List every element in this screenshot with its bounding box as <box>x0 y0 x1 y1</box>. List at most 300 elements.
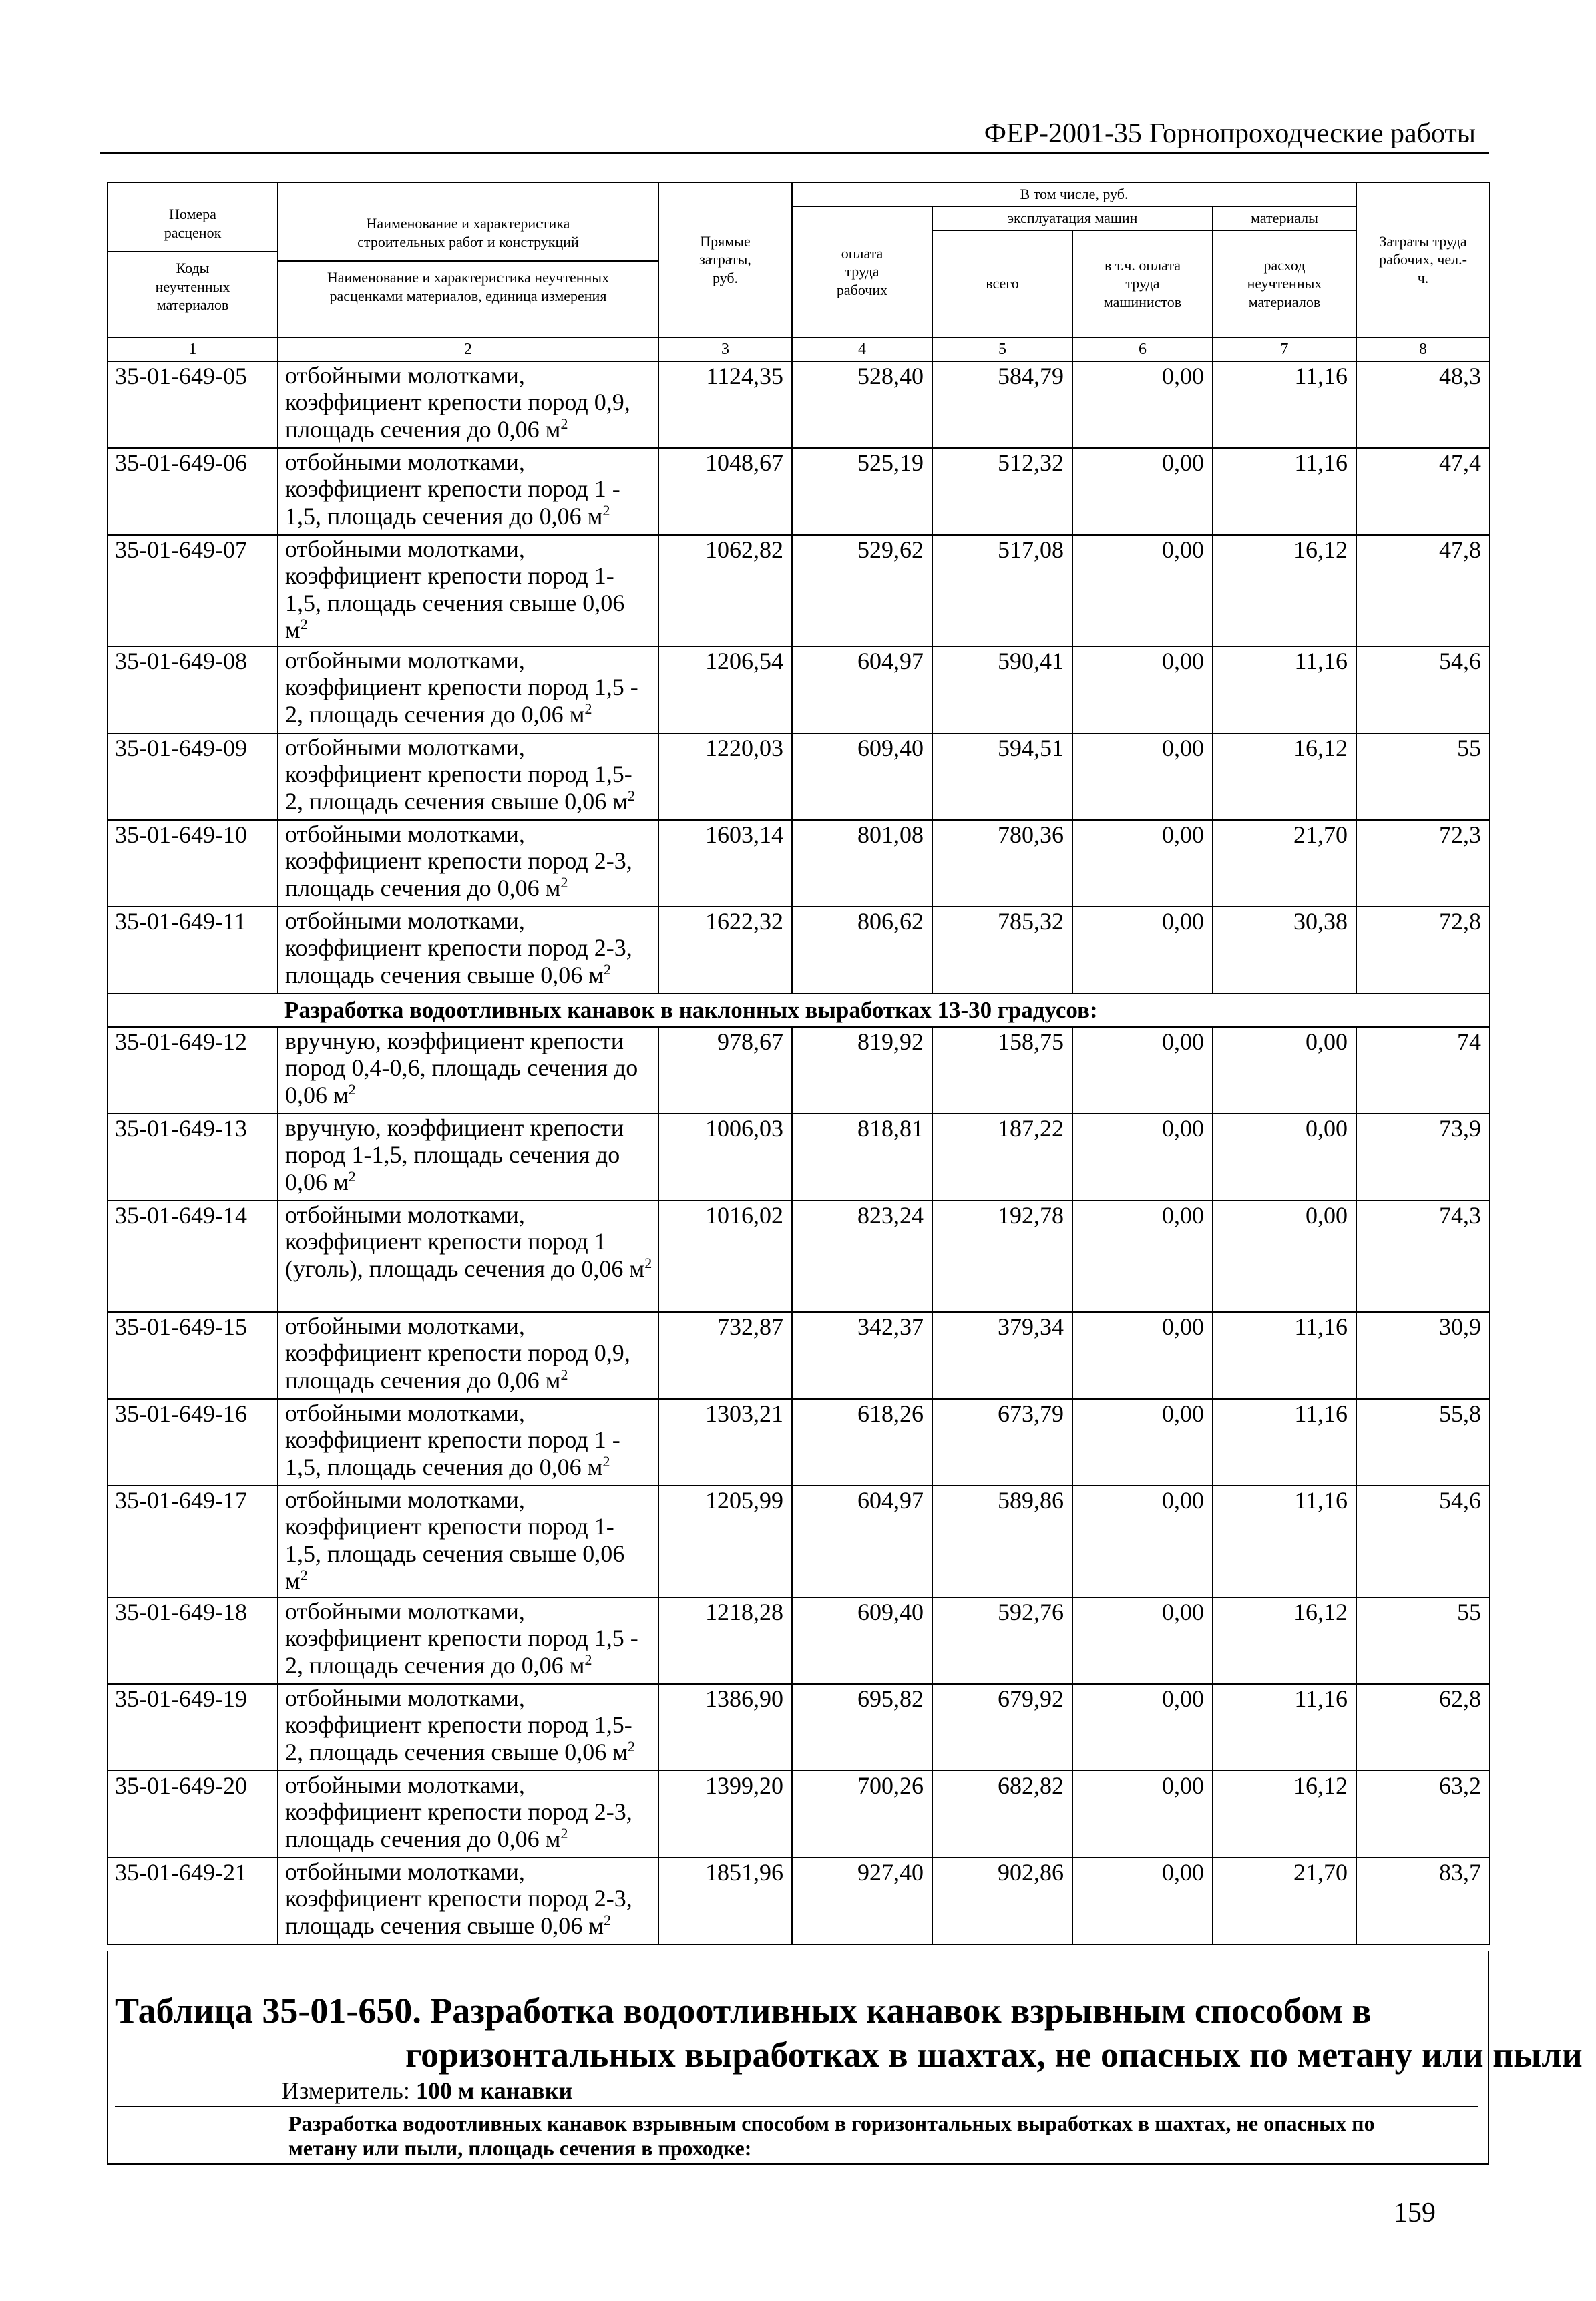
rate-code-text: 35-01-649-18 <box>115 1599 247 1625</box>
machine-costs-text: 780,36 <box>998 821 1064 848</box>
table-section <box>108 994 1490 1027</box>
header-direct-costs: Прямые затраты, руб. <box>658 182 792 337</box>
machinist-wages-text: 0,00 <box>1162 735 1204 761</box>
direct-costs-text: 1062,82 <box>705 536 783 563</box>
rate-code <box>108 1597 278 1684</box>
worker-wages-text: 609,40 <box>857 1599 924 1625</box>
worker-wages-text: 525,19 <box>857 449 924 476</box>
table-row <box>108 1399 1490 1486</box>
direct-costs <box>658 1684 792 1771</box>
rate-description-text: отбойными молотками, коэффициент крепости пород 2-3, площадь сечения до 0,06 м <box>285 1771 632 1852</box>
rate-code-text: 35-01-649-09 <box>115 735 247 761</box>
machine-costs-text: 589,86 <box>998 1487 1064 1514</box>
machine-costs-text: 673,79 <box>998 1400 1064 1427</box>
labor-costs-text: 73,9 <box>1439 1115 1482 1142</box>
table-row <box>108 646 1490 733</box>
machine-costs <box>932 448 1072 535</box>
material-costs-text: 0,00 <box>1306 1115 1348 1142</box>
machinist-wages-text: 0,00 <box>1162 1115 1204 1142</box>
direct-costs-text: 1016,02 <box>705 1202 783 1229</box>
unit-superscript: 2 <box>602 501 610 519</box>
material-costs-text: 16,12 <box>1293 735 1348 761</box>
rate-description-text: отбойными молотками, коэффициент крепости пород 1,5- 2, площадь сечения свыше 0,06 м <box>285 734 632 815</box>
machine-costs <box>932 646 1072 733</box>
rate-description <box>278 1201 658 1312</box>
worker-wages <box>792 1858 932 1944</box>
unit-superscript: 2 <box>627 787 635 804</box>
rate-code-text: 35-01-649-17 <box>115 1487 247 1514</box>
worker-wages-text: 818,81 <box>857 1115 924 1142</box>
direct-costs <box>658 361 792 448</box>
labor-costs <box>1356 1597 1490 1684</box>
labor-costs <box>1356 361 1490 448</box>
rate-description <box>278 361 658 448</box>
rate-code <box>108 1684 278 1771</box>
direct-costs-text: 1124,35 <box>706 363 783 389</box>
machine-costs-text: 158,75 <box>998 1028 1064 1055</box>
worker-wages-text: 342,37 <box>857 1313 924 1340</box>
meter-value: 100 м канавки <box>415 2077 573 2104</box>
machine-costs-text: 679,92 <box>998 1685 1064 1712</box>
material-costs <box>1213 907 1356 994</box>
header-work-name: Наименование и характеристика строительных работ и конструкций <box>357 215 579 250</box>
labor-costs-text: 83,7 <box>1439 1859 1482 1886</box>
worker-wages <box>792 361 932 448</box>
unit-superscript: 2 <box>584 1651 592 1668</box>
table-row <box>108 1597 1490 1684</box>
material-costs <box>1213 1771 1356 1858</box>
machinist-wages <box>1072 733 1213 820</box>
machine-costs-text: 590,41 <box>998 648 1064 674</box>
material-costs-text: 11,16 <box>1294 1313 1348 1340</box>
direct-costs <box>658 1201 792 1312</box>
table-row <box>108 820 1490 907</box>
direct-costs <box>658 1597 792 1684</box>
unit-superscript: 2 <box>603 960 611 978</box>
labor-costs-text: 55 <box>1457 1599 1482 1625</box>
machine-costs <box>932 1684 1072 1771</box>
material-costs <box>1213 361 1356 448</box>
rate-code <box>108 1312 278 1399</box>
table-row <box>108 361 1490 448</box>
machinist-wages-text: 0,00 <box>1162 1685 1204 1712</box>
rate-code <box>108 820 278 907</box>
unit-superscript: 2 <box>584 700 592 717</box>
rate-description <box>278 1312 658 1399</box>
worker-wages-text: 695,82 <box>857 1685 924 1712</box>
table-row <box>108 1684 1490 1771</box>
unit-superscript: 2 <box>560 1824 568 1842</box>
machinist-wages <box>1072 1312 1213 1399</box>
worker-wages <box>792 448 932 535</box>
rate-code-text: 35-01-649-20 <box>115 1772 247 1799</box>
machine-costs <box>932 1114 1072 1201</box>
machine-costs <box>932 535 1072 646</box>
worker-wages <box>792 907 932 994</box>
table-650-title-line1: Таблица 35-01-650. Разработка водоотливных канавок взрывным способом в <box>115 1991 1372 2031</box>
worker-wages <box>792 1312 932 1399</box>
material-costs <box>1213 1027 1356 1114</box>
rate-description <box>278 1027 658 1114</box>
material-costs-text: 30,38 <box>1293 908 1348 935</box>
worker-wages <box>792 1027 932 1114</box>
header-machinist-wages: в т.ч. оплата труда машинистов <box>1072 230 1213 337</box>
direct-costs <box>658 1486 792 1597</box>
direct-costs <box>658 448 792 535</box>
header-machines: эксплуатация машин <box>932 206 1213 230</box>
column-number: 8 <box>1356 337 1490 361</box>
rate-code <box>108 1771 278 1858</box>
table-650-title-line2: горизонтальных выработках в шахтах, не опасных по метану или пыли <box>405 2035 1583 2075</box>
machine-costs <box>932 1597 1072 1684</box>
worker-wages-text: 609,40 <box>857 735 924 761</box>
direct-costs <box>658 1858 792 1944</box>
direct-costs <box>658 1399 792 1486</box>
worker-wages-text: 604,97 <box>857 1487 924 1514</box>
worker-wages <box>792 733 932 820</box>
direct-costs-text: 1218,28 <box>705 1599 783 1625</box>
labor-costs <box>1356 1399 1490 1486</box>
table-row <box>108 1312 1490 1399</box>
header-machines-total: всего <box>932 230 1072 337</box>
machinist-wages-text: 0,00 <box>1162 363 1204 389</box>
labor-costs <box>1356 1858 1490 1944</box>
direct-costs-text: 1386,90 <box>705 1685 783 1712</box>
rate-description <box>278 1684 658 1771</box>
header-materials: материалы <box>1213 206 1356 230</box>
direct-costs <box>658 1771 792 1858</box>
unit-superscript: 2 <box>560 1366 568 1383</box>
page-header <box>100 112 1489 154</box>
material-costs <box>1213 646 1356 733</box>
machine-costs-text: 594,51 <box>998 735 1064 761</box>
material-costs <box>1213 1597 1356 1684</box>
labor-costs-text: 74,3 <box>1439 1202 1482 1229</box>
labor-costs <box>1356 646 1490 733</box>
table-row <box>108 1027 1490 1114</box>
table-650-block <box>107 1951 1583 2165</box>
machine-costs <box>932 1201 1072 1312</box>
machinist-wages-text: 0,00 <box>1162 821 1204 848</box>
material-costs <box>1213 1684 1356 1771</box>
rate-description-text: отбойными молотками, коэффициент крепости пород 2-3, площадь сечения до 0,06 м <box>285 821 632 901</box>
direct-costs <box>658 733 792 820</box>
rate-description <box>278 1858 658 1944</box>
machinist-wages-text: 0,00 <box>1162 1487 1204 1514</box>
machinist-wages-text: 0,00 <box>1162 1028 1204 1055</box>
direct-costs <box>658 646 792 733</box>
machine-costs <box>932 733 1072 820</box>
worker-wages-text: 700,26 <box>857 1772 924 1799</box>
worker-wages <box>792 646 932 733</box>
rate-code <box>108 448 278 535</box>
labor-costs-text: 55,8 <box>1439 1400 1482 1427</box>
labor-costs-text: 74 <box>1457 1028 1482 1055</box>
rate-code-text: 35-01-649-21 <box>115 1859 247 1886</box>
rate-description <box>278 1114 658 1201</box>
material-costs-text: 11,16 <box>1294 1400 1348 1427</box>
rate-code <box>108 1201 278 1312</box>
material-costs <box>1213 1201 1356 1312</box>
rate-code <box>108 907 278 994</box>
table-body-a <box>108 361 1490 994</box>
rate-description-text: отбойными молотками, коэффициент крепости пород 1 - 1,5, площадь сечения до 0,06 м <box>285 1400 620 1480</box>
worker-wages-text: 801,08 <box>857 821 924 848</box>
rate-code <box>108 535 278 646</box>
direct-costs-text: 1220,03 <box>705 735 783 761</box>
header-unaccounted-materials: расход неучтенных материалов <box>1213 230 1356 337</box>
labor-costs <box>1356 820 1490 907</box>
machine-costs <box>932 907 1072 994</box>
machinist-wages <box>1072 448 1213 535</box>
machine-costs-text: 512,32 <box>998 449 1064 476</box>
labor-costs <box>1356 1027 1490 1114</box>
rate-description-text: отбойными молотками, коэффициент крепости пород 1,5 - 2, площадь сечения до 0,06 м <box>285 1598 638 1679</box>
rate-description-text: отбойными молотками, коэффициент крепости пород 1,5 - 2, площадь сечения до 0,06 м <box>285 647 638 728</box>
header-codes <box>108 182 278 337</box>
machinist-wages <box>1072 907 1213 994</box>
direct-costs <box>658 907 792 994</box>
table-row <box>108 1858 1490 1944</box>
worker-wages-text: 806,62 <box>857 908 924 935</box>
table-row <box>108 1486 1490 1597</box>
machinist-wages-text: 0,00 <box>1162 908 1204 935</box>
worker-wages <box>792 1597 932 1684</box>
section-title: Разработка водоотливных канавок в наклонных выработках 13-30 градусов: <box>108 994 1490 1027</box>
header-material-name: Наименование и характеристика неучтенных расценками материалов, единица измерения <box>327 269 610 304</box>
table-row <box>108 1114 1490 1201</box>
header-including: В том числе, руб. <box>792 182 1356 206</box>
rate-description-text: отбойными молотками, коэффициент крепости пород 1 - 1,5, площадь сечения до 0,06 м <box>285 449 620 530</box>
machinist-wages <box>1072 1201 1213 1312</box>
machine-costs <box>932 1027 1072 1114</box>
labor-costs <box>1356 1486 1490 1597</box>
column-numbers-row <box>108 337 1490 361</box>
rate-code-text: 35-01-649-05 <box>115 363 247 389</box>
material-costs <box>1213 1399 1356 1486</box>
rate-code-text: 35-01-649-12 <box>115 1028 247 1055</box>
direct-costs-text: 1603,14 <box>705 821 783 848</box>
worker-wages <box>792 1684 932 1771</box>
rate-description-text: отбойными молотками, коэффициент крепости пород 1,5- 2, площадь сечения свыше 0,06 м <box>285 1685 632 1765</box>
machine-costs-text: 187,22 <box>998 1115 1064 1142</box>
material-costs <box>1213 448 1356 535</box>
rate-description-text: отбойными молотками, коэффициент крепости пород 0,9, площадь сечения до 0,06 м <box>285 1313 630 1394</box>
rate-description <box>278 907 658 994</box>
machine-costs-text: 902,86 <box>998 1859 1064 1886</box>
material-costs-text: 0,00 <box>1306 1028 1348 1055</box>
table-body-b <box>108 1027 1490 1944</box>
rate-code-text: 35-01-649-14 <box>115 1202 247 1229</box>
table-row <box>108 1771 1490 1858</box>
labor-costs <box>1356 1312 1490 1399</box>
rate-description-text: вручную, коэффициент крепости пород 0,4-0,6, площадь сечения до 0,06 м <box>285 1028 638 1108</box>
labor-costs-text: 30,9 <box>1439 1313 1482 1340</box>
machine-costs <box>932 1858 1072 1944</box>
rate-description <box>278 646 658 733</box>
header-wages: оплата труда рабочих <box>792 206 932 337</box>
table-row <box>108 1201 1490 1312</box>
rate-code <box>108 1858 278 1944</box>
material-costs-text: 11,16 <box>1294 1487 1348 1514</box>
unit-superscript: 2 <box>348 1167 356 1185</box>
machinist-wages-text: 0,00 <box>1162 648 1204 674</box>
material-costs-text: 16,12 <box>1293 536 1348 563</box>
machinist-wages-text: 0,00 <box>1162 536 1204 563</box>
labor-costs-text: 54,6 <box>1439 1487 1482 1514</box>
machine-costs <box>932 361 1072 448</box>
direct-costs-text: 1622,32 <box>705 908 783 935</box>
machinist-wages <box>1072 820 1213 907</box>
machinist-wages <box>1072 361 1213 448</box>
rate-code <box>108 1399 278 1486</box>
machinist-wages <box>1072 1399 1213 1486</box>
material-costs <box>1213 733 1356 820</box>
column-number: 4 <box>792 337 932 361</box>
labor-costs-text: 47,4 <box>1439 449 1482 476</box>
rate-code <box>108 646 278 733</box>
rate-description-text: отбойными молотками, коэффициент крепости пород 2-3, площадь сечения свыше 0,06 м <box>285 1858 632 1939</box>
rate-description <box>278 1399 658 1486</box>
labor-costs-text: 55 <box>1457 735 1482 761</box>
direct-costs-text: 978,67 <box>717 1028 783 1055</box>
labor-costs <box>1356 448 1490 535</box>
material-costs-text: 21,70 <box>1293 1859 1348 1886</box>
labor-costs-text: 72,3 <box>1439 821 1482 848</box>
worker-wages <box>792 1114 932 1201</box>
machinist-wages <box>1072 1114 1213 1201</box>
rate-code-text: 35-01-649-16 <box>115 1400 247 1427</box>
rate-code-text: 35-01-649-10 <box>115 821 247 848</box>
unit-superscript: 2 <box>300 1566 308 1583</box>
table-650-section: Разработка водоотливных канавок взрывным способом в горизонтальных выработках в шахтах, не опасных по метану или пыли, площадь сечения в проходке: <box>288 2111 1375 2160</box>
material-costs-text: 11,16 <box>1294 449 1348 476</box>
material-costs-text: 16,12 <box>1293 1599 1348 1625</box>
machinist-wages <box>1072 646 1213 733</box>
direct-costs <box>658 1312 792 1399</box>
material-costs-text: 11,16 <box>1294 363 1348 389</box>
direct-costs-text: 1006,03 <box>705 1115 783 1142</box>
labor-costs <box>1356 907 1490 994</box>
rate-description <box>278 448 658 535</box>
table-650-section-box <box>115 2106 1478 2158</box>
labor-costs <box>1356 733 1490 820</box>
direct-costs <box>658 1114 792 1201</box>
labor-costs <box>1356 1201 1490 1312</box>
machinist-wages-text: 0,00 <box>1162 1772 1204 1799</box>
rate-code <box>108 733 278 820</box>
labor-costs-text: 54,6 <box>1439 648 1482 674</box>
table-row <box>108 535 1490 646</box>
worker-wages-text: 528,40 <box>857 363 924 389</box>
rate-description <box>278 733 658 820</box>
machinist-wages <box>1072 535 1213 646</box>
rate-code <box>108 361 278 448</box>
labor-costs-text: 47,8 <box>1439 536 1482 563</box>
material-costs <box>1213 535 1356 646</box>
worker-wages-text: 823,24 <box>857 1202 924 1229</box>
rate-code-text: 35-01-649-07 <box>115 536 247 563</box>
table-row <box>108 733 1490 820</box>
direct-costs-text: 1205,99 <box>705 1487 783 1514</box>
header-labor-costs: Затраты труда рабочих, чел.-ч. <box>1356 182 1490 337</box>
machine-costs <box>932 1771 1072 1858</box>
machine-costs-text: 379,34 <box>998 1313 1064 1340</box>
machine-costs-text: 192,78 <box>998 1202 1064 1229</box>
worker-wages-text: 529,62 <box>857 536 924 563</box>
unit-superscript: 2 <box>348 1080 356 1098</box>
column-number: 7 <box>1213 337 1356 361</box>
rate-description-text: вручную, коэффициент крепости пород 1-1,5, площадь сечения до 0,06 м <box>285 1114 624 1195</box>
rate-description-text: отбойными молотками, коэффициент крепости пород 1- 1,5, площадь сечения свыше 0,06 м <box>285 536 625 643</box>
unit-superscript: 2 <box>603 1911 611 1928</box>
rate-code-text: 35-01-649-19 <box>115 1685 247 1712</box>
rate-description <box>278 1771 658 1858</box>
rate-code <box>108 1486 278 1597</box>
machine-costs-text: 592,76 <box>998 1599 1064 1625</box>
rate-description-text: отбойными молотками, коэффициент крепости пород 2-3, площадь сечения свыше 0,06 м <box>285 907 632 988</box>
labor-costs <box>1356 1684 1490 1771</box>
machinist-wages-text: 0,00 <box>1162 1599 1204 1625</box>
direct-costs <box>658 820 792 907</box>
machinist-wages-text: 0,00 <box>1162 449 1204 476</box>
unit-superscript: 2 <box>644 1254 652 1271</box>
page-header-title: ФЕР-2001-35 Горнопроходческие работы <box>984 118 1476 149</box>
rate-code <box>108 1114 278 1201</box>
unit-superscript: 2 <box>560 873 568 891</box>
direct-costs-text: 1851,96 <box>705 1859 783 1886</box>
rates-table <box>107 182 1490 1945</box>
machine-costs <box>932 1486 1072 1597</box>
direct-costs-text: 1303,21 <box>705 1400 783 1427</box>
header-rate-numbers: Номера расценок <box>164 206 222 241</box>
rate-code-text: 35-01-649-08 <box>115 648 247 674</box>
rate-description-text: отбойными молотками, коэффициент крепости пород 0,9, площадь сечения до 0,06 м <box>285 362 630 443</box>
direct-costs <box>658 1027 792 1114</box>
machine-costs <box>932 1312 1072 1399</box>
unit-superscript: 2 <box>627 1737 635 1755</box>
material-costs <box>1213 1312 1356 1399</box>
machinist-wages <box>1072 1486 1213 1597</box>
rate-code-text: 35-01-649-15 <box>115 1313 247 1340</box>
machinist-wages-text: 0,00 <box>1162 1313 1204 1340</box>
worker-wages <box>792 1486 932 1597</box>
page-number: 159 <box>1394 2198 1436 2228</box>
direct-costs-text: 732,87 <box>717 1313 783 1340</box>
direct-costs-text: 1399,20 <box>705 1772 783 1799</box>
header-material-codes: Коды неучтенных материалов <box>155 260 230 314</box>
worker-wages <box>792 1201 932 1312</box>
worker-wages-text: 618,26 <box>857 1400 924 1427</box>
column-number: 2 <box>278 337 658 361</box>
labor-costs <box>1356 1114 1490 1201</box>
direct-costs-text: 1048,67 <box>705 449 783 476</box>
machinist-wages <box>1072 1771 1213 1858</box>
material-costs-text: 21,70 <box>1293 821 1348 848</box>
labor-costs <box>1356 1771 1490 1858</box>
worker-wages-text: 819,92 <box>857 1028 924 1055</box>
meter-label: Измеритель: <box>282 2077 410 2104</box>
machinist-wages <box>1072 1027 1213 1114</box>
rate-code-text: 35-01-649-11 <box>115 908 246 935</box>
machine-costs <box>932 820 1072 907</box>
worker-wages-text: 927,40 <box>857 1859 924 1886</box>
rate-description <box>278 1486 658 1597</box>
column-number: 3 <box>658 337 792 361</box>
material-costs <box>1213 1858 1356 1944</box>
worker-wages <box>792 1771 932 1858</box>
machinist-wages-text: 0,00 <box>1162 1202 1204 1229</box>
